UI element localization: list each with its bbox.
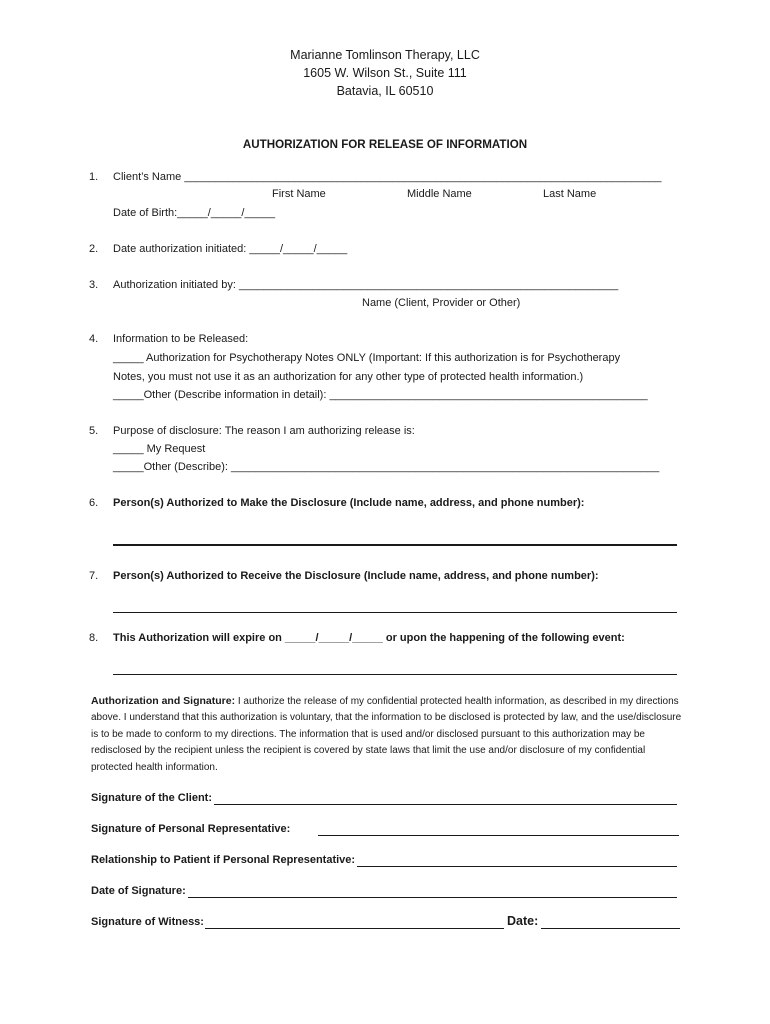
witness-date-label: Date: xyxy=(507,914,539,928)
authorization-heading: Authorization and Signature: xyxy=(91,695,236,707)
last-name-caption: Last Name xyxy=(543,188,597,200)
signature-date-line[interactable] xyxy=(188,897,677,898)
item-number-2: 2. xyxy=(89,243,99,255)
my-request-option[interactable]: _____ My Request xyxy=(113,443,206,455)
item-number-3: 3. xyxy=(89,279,99,291)
practice-address-city: Batavia, IL 60510 xyxy=(336,84,434,98)
client-signature-label: Signature of the Client: xyxy=(91,792,212,804)
disclosing-persons-line[interactable] xyxy=(113,544,677,546)
client-name-field[interactable]: Client’s Name ______________________________________________________________________________ xyxy=(113,171,662,183)
item-number-1: 1. xyxy=(89,171,99,183)
representative-signature-line[interactable] xyxy=(318,835,679,836)
representative-signature-label: Signature of Personal Representative: xyxy=(91,823,291,835)
expiration-event-line[interactable] xyxy=(113,674,677,675)
item-number-8: 8. xyxy=(89,632,99,644)
relationship-label: Relationship to Patient if Personal Representative: xyxy=(91,854,356,866)
purpose-label: Purpose of disclosure: The reason I am authorizing release is: xyxy=(113,425,415,437)
relationship-line[interactable] xyxy=(357,866,677,867)
receiving-persons-line[interactable] xyxy=(113,612,677,613)
item-number-4: 4. xyxy=(89,333,99,345)
item-number-6: 6. xyxy=(89,497,99,509)
disclosing-persons-label: Person(s) Authorized to Make the Disclosure (Include name, address, and phone number): xyxy=(113,497,585,509)
other-information-field[interactable]: _____Other (Describe information in detail): ____________________________________________________ xyxy=(113,389,648,401)
other-purpose-field[interactable]: _____Other (Describe): ______________________________________________________________________ xyxy=(113,461,660,473)
date-of-birth-field[interactable]: Date of Birth:_____/_____/_____ xyxy=(113,207,276,219)
item-number-5: 5. xyxy=(89,425,99,437)
practice-name: Marianne Tomlinson Therapy, LLC xyxy=(290,48,480,62)
witness-date-line[interactable] xyxy=(541,928,680,929)
initiated-by-caption: Name (Client, Provider or Other) xyxy=(362,297,521,309)
client-signature-line[interactable] xyxy=(214,804,677,805)
witness-signature-label: Signature of Witness: xyxy=(91,916,204,928)
expiration-field[interactable]: This Authorization will expire on _____/_____/_____ or upon the happening of the following event: xyxy=(113,632,625,644)
date-initiated-field[interactable]: Date authorization initiated: _____/_____/_____ xyxy=(113,243,348,255)
practice-address-street: 1605 W. Wilson St., Suite 111 xyxy=(303,66,467,80)
receiving-persons-label: Person(s) Authorized to Receive the Disclosure (Include name, address, and phone number): xyxy=(113,570,599,582)
middle-name-caption: Middle Name xyxy=(407,188,472,200)
psychotherapy-notes-note: Notes, you must not use it as an authorization for any other type of protected health information.) xyxy=(113,371,584,383)
form-title: AUTHORIZATION FOR RELEASE OF INFORMATION xyxy=(242,138,528,151)
psychotherapy-notes-option[interactable]: _____ Authorization for Psychotherapy Notes ONLY (Important: If this authorization is for Psychotherapy xyxy=(113,352,621,364)
first-name-caption: First Name xyxy=(272,188,326,200)
signature-date-label: Date of Signature: xyxy=(91,885,186,897)
authorization-body: I authorize the release of my confidential protected health information, as described in my directions above. I understand that this authorization is voluntary, that the information to be disclosed is protected by law, and the use/disclosure is to be made to conform to my directions. The information that is used and/or disclosed pursuant to this authorization may be redisclosed by the recipient unless the recipient is covered by state laws that limit the use and/or disclosure of my confidential protected health information. xyxy=(91,696,682,773)
authorization-statement xyxy=(91,693,683,776)
witness-signature-line[interactable] xyxy=(205,928,504,929)
item-number-7: 7. xyxy=(89,570,99,582)
initiated-by-field[interactable]: Authorization initiated by: ______________________________________________________________ xyxy=(113,279,619,291)
information-released-label: Information to be Released: xyxy=(113,333,249,345)
